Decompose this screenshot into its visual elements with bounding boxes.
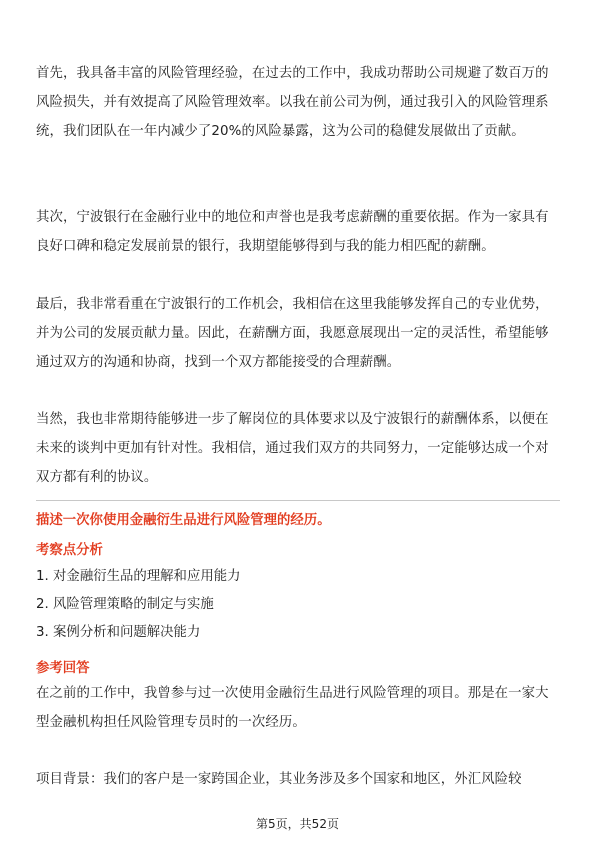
page-footer: 第5页，共52页: [256, 817, 339, 831]
answer-paragraph-1: 在之前的工作中，我曾参与过一次使用金融衍生品进行风险管理的项目。那是在一家大型金融机构担任风险管理专员时的一次经历。: [36, 686, 549, 730]
document-page: [36, 0, 560, 842]
analysis-item-3: 3. 案例分析和问题解决能力: [36, 625, 201, 640]
body-paragraph-1: 首先，我具备丰富的风险管理经验，在过去的工作中，我成功帮助公司规避了数百万的风险损失，并有效提高了风险管理效率。以我在前公司为例，通过我引入的风险管理系统，我们团队在一年内减少了20%的风险暴露，这为公司的稳健发展做出了贡献。: [36, 66, 549, 139]
section-divider: [36, 500, 560, 501]
question-title: 描述一次你使用金融衍生品进行风险管理的经历。: [36, 513, 331, 528]
analysis-item-1: 1. 对金融衍生品的理解和应用能力: [36, 569, 241, 584]
analysis-item-2: 2. 风险管理策略的制定与实施: [36, 597, 214, 612]
body-paragraph-3: 最后，我非常看重在宁波银行的工作机会，我相信在这里我能够发挥自己的专业优势，并为公司的发展贡献力量。因此，在薪酬方面，我愿意展现出一定的灵活性，希望能够通过双方的沟通和协商，找到一个双方都能接受的合理薪酬。: [36, 297, 549, 370]
body-paragraph-2: 其次，宁波银行在金融行业中的地位和声誉也是我考虑薪酬的重要依据。作为一家具有良好口碑和稳定发展前景的银行，我期望能够得到与我的能力相匹配的薪酬。: [36, 210, 549, 254]
answer-paragraph-2: 项目背景：我们的客户是一家跨国企业，其业务涉及多个国家和地区，外汇风险较: [36, 772, 522, 787]
body-paragraph-4: 当然，我也非常期待能够进一步了解岗位的具体要求以及宁波银行的薪酬体系，以便在未来的谈判中更加有针对性。我相信，通过我们双方的共同努力，一定能够达成一个对双方都有利的协议。: [36, 412, 549, 485]
answer-heading: 参考回答: [36, 661, 90, 676]
analysis-heading: 考察点分析: [36, 543, 103, 558]
